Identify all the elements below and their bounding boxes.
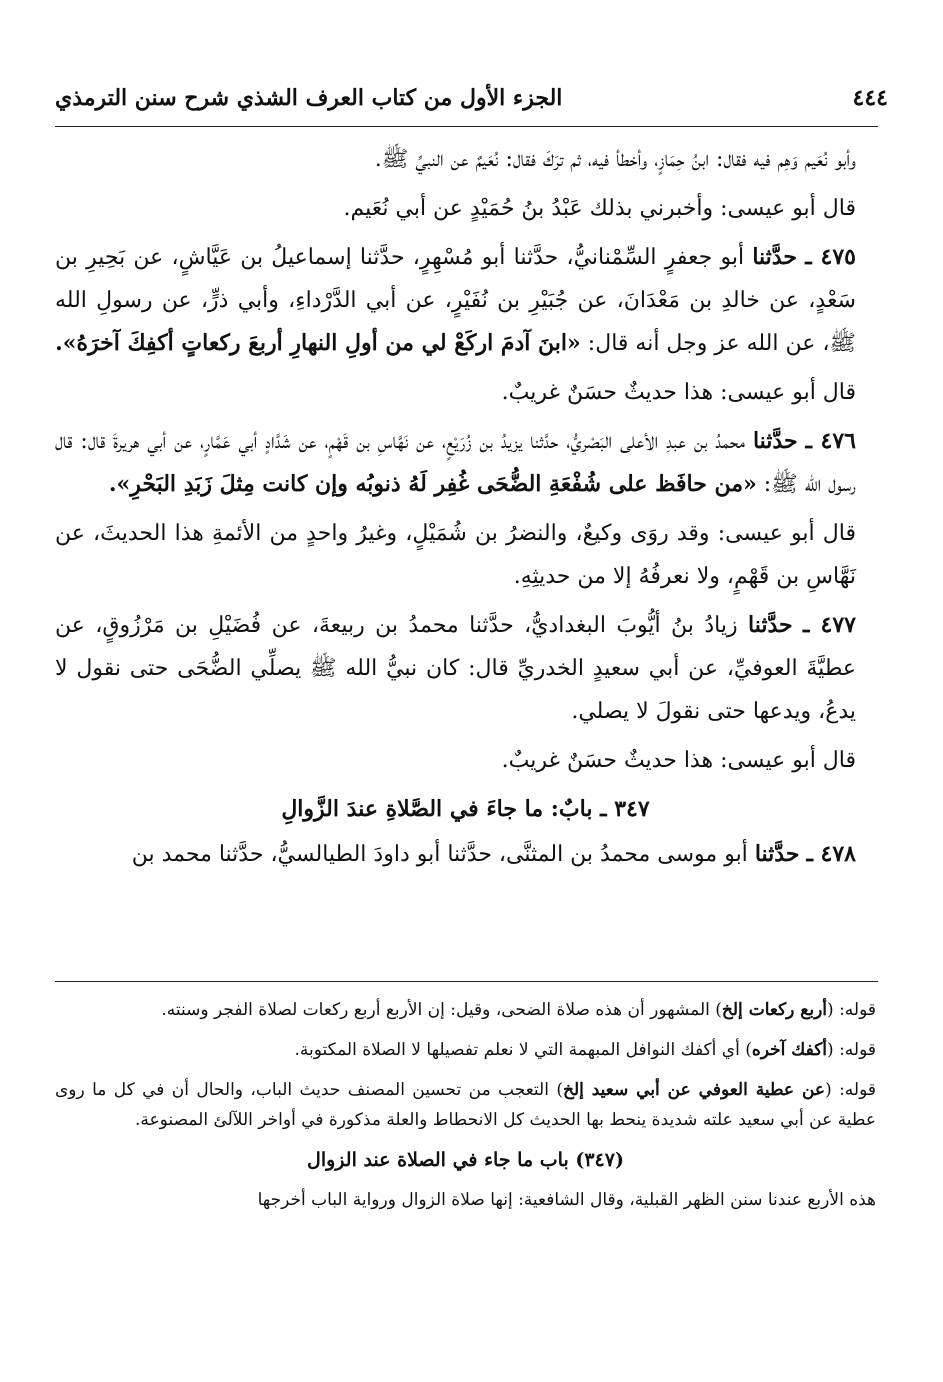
hadith-quote: «ابنَ آدمَ اركَعْ لي من أولِ النهارِ أربعَ ركعاتٍ أكفِكَ آخرَهُ». — [55, 330, 581, 356]
note: هذه الأربع عندنا سنن الظهر القبلية، وقال الشافعية: إنها صلاة الزوال ورواية الباب أخرجها — [257, 1190, 876, 1210]
hadith-number: ٤٧٧ ـ — [803, 612, 856, 638]
page-header — [55, 78, 888, 118]
hadith-text: محمدُ بن عبدِ الأعلى البَصْريُّ، حدَّثنا يزيدُ بن زُرَيْعٍ، عن نَهَّاسِ بن قَهْمٍ، عن شَدَّادٍ أبي عَمَّارٍ، عن أبي هريرةَ قال: قال رسول الله ﷺ: — [55, 429, 856, 497]
hadith-lead: حدَّثنا — [752, 244, 797, 270]
paragraph: وأبو نُعَيم وَهِم فيه فقال: ابنُ حِمَازٍ، وأخطأ فيه، ثم ترَكَ فقال: نُعَيمٌ عن النبيِّ ﷺ. — [374, 147, 856, 172]
hadith-lead: حدَّثنا — [747, 612, 793, 638]
hadith-478 — [55, 833, 876, 876]
hadith-lead: حدَّثنا — [754, 841, 800, 867]
note-chapter-heading: (٣٤٧) باب ما جاء في الصلاة عند الزوال — [307, 1149, 624, 1171]
paragraph: قال أبو عيسى: هذا حديثٌ حسَنٌ غريبٌ. — [501, 748, 856, 773]
note-lemma: أكفك آخره — [751, 1040, 828, 1060]
note — [55, 995, 876, 1025]
chapter-heading: ٣٤٧ ـ بابٌ: ما جاءَ في الصَّلاةِ عندَ الزَّوالِ — [281, 796, 650, 822]
note-prefix: قوله: ( — [825, 1080, 877, 1100]
hadith-text: زيادُ بنُ أيُّوبَ البغداديُّ، حدَّثنا محمدُ بن ربيعةَ، عن فُضَيْلِ بن مَرْزُوقٍ، عن عطيَّةَ العوفيِّ، عن أبي سعيدٍ الخدريِّ قال: كان نبيُّ الله ﷺ يصلِّي الضُّحَى حتى نقول لا يدعُ، ويدعها حتى نقولَ لا يصلي. — [55, 613, 856, 724]
hadith-476 — [55, 420, 876, 506]
note-prefix: قوله: ( — [827, 1040, 876, 1060]
note-body: ) أي أكفك النوافل المبهمة التي لا نعلم تفصيلها لا الصلاة المكتوبة. — [294, 1040, 752, 1060]
hadith-text: أبو جعفرٍ السِّمْنانيُّ، حدَّثنا أبو مُسْهِرٍ، حدَّثنا إسماعيلُ بن عَيَّاشٍ، عن بَحِيرِ بن سَعْدٍ، عن خالدِ بن مَعْدَانَ، عن جُبَيْرِ بن نُفَيْرٍ، عن أبي الدَّرْداءِ، وأبي ذرٍّ، عن رسولِ الله ﷺ، عن الله عز وجل أنه قال: — [55, 245, 856, 356]
note-lemma: عن عطية العوفي عن أبي سعيد إلخ — [562, 1080, 826, 1100]
hadith-number: ٤٧٨ ـ — [806, 841, 856, 867]
running-title: الجزء الأول من كتاب العرف الشذي شرح سنن الترمذي — [55, 85, 563, 111]
commentary-notes — [55, 995, 876, 1225]
main-text — [55, 138, 876, 882]
header-rule — [55, 126, 878, 127]
hadith-text: أبو موسى محمدُ بن المثنَّى، حدَّثنا أبو داودَ الطيالسيُّ، حدَّثنا محمد بن — [131, 842, 748, 867]
note-lemma: أربع ركعات إلخ — [721, 1000, 828, 1020]
hadith-quote: «من حافَظ على شُفْعَةِ الضُّحَى غُفِر لَهُ ذنوبُه وإن كانت مِثلَ زَبَدِ البَحْرِ». — [108, 471, 757, 497]
page-number: ٤٤٤ — [852, 85, 888, 111]
paragraph: قال أبو عيسى: وقد روَى وكيعٌ، والنضرُ بن شُمَيْلٍ، وغيرُ واحدٍ من الأئمةِ هذا الحديثَ، عن نَهَّاسِ بن قَهْمٍ، ولا نعرفُهُ إلا من حديثِهِ. — [55, 521, 856, 589]
hadith-number: ٤٧٦ ـ — [805, 428, 856, 454]
note — [55, 1075, 876, 1135]
note-body: ) المشهور أن هذه صلاة الضحى، وقيل: إن الأربع أربع ركعات لصلاة الفجر وسنته. — [161, 1000, 722, 1020]
paragraph: قال أبو عيسى: وأخبرني بذلك عَبْدُ بنُ حُمَيْدٍ عن أبي نُعَيم. — [343, 196, 856, 221]
note — [55, 1035, 876, 1065]
hadith-475 — [55, 236, 876, 365]
paragraph: قال أبو عيسى: هذا حديثٌ حسَنٌ غريبٌ. — [501, 380, 856, 405]
note-body: ) التعجب من تحسين المصنف حديث الباب، والحال أن في كل ما روى عطية عن أبي سعيد علته شديدة ينحط بها الحديث كل الانحطاط والعلة مذكورة في أواخر اللآلئ المصنوعة. — [55, 1080, 876, 1130]
note-prefix: قوله: ( — [827, 1000, 876, 1020]
hadith-477 — [55, 604, 876, 733]
hadith-lead: حدَّثنا — [752, 428, 798, 454]
footnote-rule — [55, 981, 878, 982]
hadith-number: ٤٧٥ ـ — [805, 244, 856, 270]
